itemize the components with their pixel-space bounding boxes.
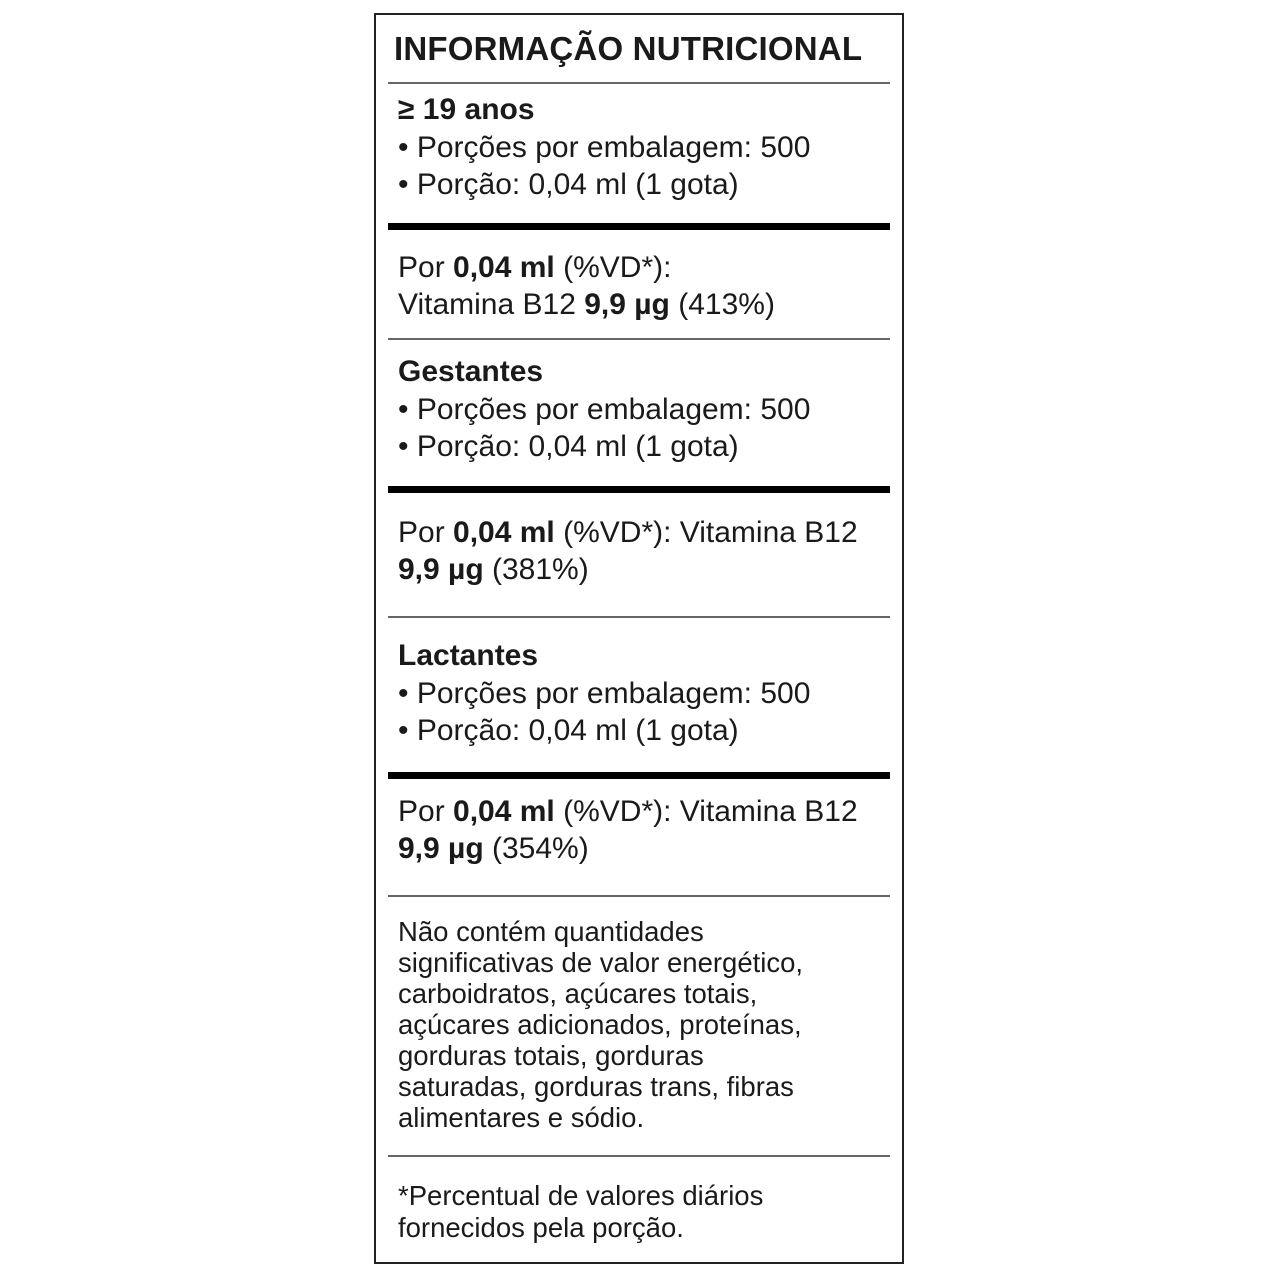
section-heading-pregnant: Gestantes [398, 355, 544, 388]
nutrient-line [398, 551, 589, 588]
per-suffix: (%VD*): [554, 251, 672, 284]
per-prefix: Por [398, 251, 454, 284]
disclaimer-line: carboidratos, açúcares totais, [398, 978, 758, 1009]
per-prefix: Por [398, 795, 454, 828]
servings-per-pack: • Porções por embalagem: 500 [398, 677, 811, 710]
per-amount: 0,04 ml [453, 795, 555, 828]
per-suffix: (%VD*): Vitamina B12 [554, 516, 858, 549]
divider [388, 1155, 890, 1157]
nutrient-amount: 9,9 µg [584, 288, 670, 321]
footnote-line: *Percentual de valores diários [398, 1180, 764, 1211]
thick-divider [388, 772, 890, 779]
divider [388, 338, 890, 340]
section-heading-adults: ≥ 19 anos [398, 93, 535, 126]
section-heading-lactating: Lactantes [398, 639, 539, 672]
serving-size: • Porção: 0,04 ml (1 gota) [398, 168, 739, 201]
nutrient-amount: 9,9 µg [398, 832, 484, 865]
thick-divider [388, 223, 890, 230]
label-title: INFORMAÇÃO NUTRICIONAL [394, 30, 863, 67]
disclaimer [398, 916, 878, 1133]
nutrient-dv: (413%) [669, 288, 775, 321]
disclaimer-line: gorduras totais, gorduras [398, 1040, 704, 1071]
per-serving-line [398, 793, 858, 830]
thick-divider [388, 486, 890, 493]
disclaimer-line: açúcares adicionados, proteínas, [398, 1009, 802, 1040]
disclaimer-line: alimentares e sódio. [398, 1102, 645, 1133]
nutrient-name: Vitamina B12 [398, 288, 585, 321]
divider [388, 616, 890, 618]
per-suffix: (%VD*): Vitamina B12 [554, 795, 858, 828]
divider [388, 82, 890, 84]
per-amount: 0,04 ml [453, 251, 555, 284]
disclaimer-line: saturadas, gorduras trans, fibras [398, 1071, 794, 1102]
divider [388, 895, 890, 897]
nutrient-dv: (354%) [483, 832, 589, 865]
serving-size: • Porção: 0,04 ml (1 gota) [398, 714, 739, 747]
nutrient-line [398, 286, 775, 323]
per-serving-line [398, 249, 671, 286]
nutrient-amount: 9,9 µg [398, 553, 484, 586]
disclaimer-line: Não contém quantidades [398, 916, 704, 947]
serving-size: • Porção: 0,04 ml (1 gota) [398, 430, 739, 463]
nutrient-line [398, 830, 589, 867]
per-serving-line [398, 514, 858, 551]
disclaimer-line: significativas de valor energético, [398, 947, 804, 978]
per-amount: 0,04 ml [453, 516, 555, 549]
servings-per-pack: • Porções por embalagem: 500 [398, 131, 811, 164]
footnote-line: fornecidos pela porção. [398, 1212, 684, 1243]
footnote [398, 1180, 878, 1244]
per-prefix: Por [398, 516, 454, 549]
nutrient-dv: (381%) [483, 553, 589, 586]
servings-per-pack: • Porções por embalagem: 500 [398, 393, 811, 426]
